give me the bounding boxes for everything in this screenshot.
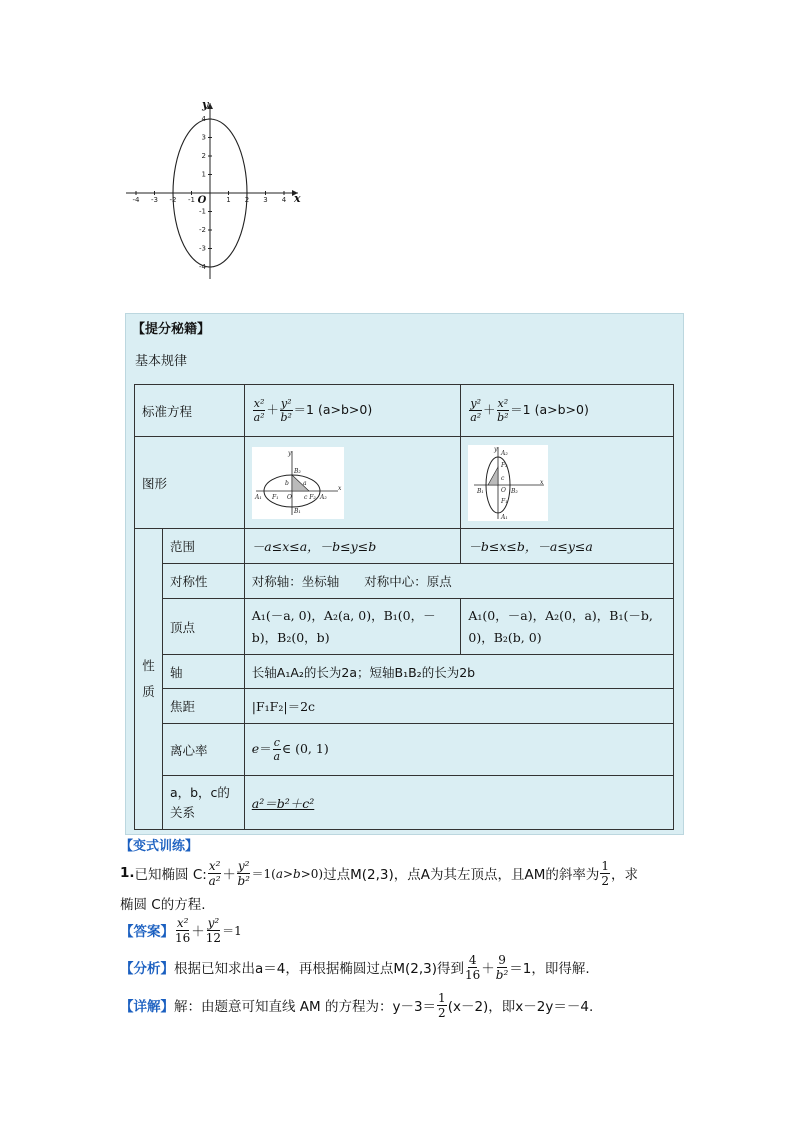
y-axis-label: y	[202, 98, 209, 111]
analysis-line: 【分析】 根据已知求出a＝4，再根据椭圆过点M(2,3)得到 $\frac{4}{16}$ ＋ $\frac{9}{\text{b²}}$ ＝1，即得解.	[120, 952, 590, 982]
eq2-rhs: ＝1 (a>b>0)	[510, 402, 589, 417]
fraction: $\frac{\text{y²}}{\text{b²}}$	[280, 397, 292, 424]
fraction: $\frac{4}{16}$	[465, 952, 481, 982]
rel-label: a，b，c的关系	[162, 776, 244, 830]
svg-text:A₁: A₁	[501, 513, 509, 521]
svg-text:y: y	[494, 445, 498, 453]
sym-label: 对称性	[162, 564, 244, 599]
fraction: $\frac{1}{2}$	[601, 858, 610, 888]
y-tick-label: 2	[201, 152, 206, 160]
question-number: 1.	[120, 865, 135, 881]
svg-text:F₂: F₂	[501, 461, 508, 469]
table-row	[135, 385, 674, 437]
analysis-text: ＝1，即得解.	[509, 961, 590, 977]
svg-text:y: y	[287, 449, 292, 457]
eq1-rhs: ＝1 (a>b>0)	[293, 402, 373, 417]
fig-label: 图形	[135, 437, 245, 529]
y-tick-label: 3	[201, 133, 206, 142]
table-row	[135, 655, 674, 689]
answer-tag: 【答案】	[120, 924, 174, 940]
fraction: $\frac{\text{x²}}{\text{b²}}$	[497, 397, 509, 424]
y-tick-label: -1	[199, 207, 206, 216]
svg-text:c: c	[501, 474, 505, 482]
y-tick-label: -3	[199, 244, 206, 253]
fig2-cell	[461, 437, 674, 529]
question-line-2: 椭圆 C的方程.	[120, 897, 206, 913]
vertex-label: 顶点	[162, 599, 244, 655]
y-tick-label: 4	[201, 115, 206, 123]
range2: －b≤x≤b，－a≤y≤a	[461, 529, 674, 564]
eq-label: 标准方程	[135, 385, 245, 437]
detail-tag: 【详解】	[120, 999, 174, 1015]
x-tick-label: 4	[281, 196, 287, 204]
svg-text:x: x	[337, 484, 342, 492]
focal: |F₁F₂|＝2c	[244, 689, 673, 724]
y-tick-label: -4	[199, 263, 206, 271]
svg-text:B₁: B₁	[477, 487, 485, 495]
svg-text:x: x	[540, 478, 544, 486]
table-row	[135, 776, 674, 830]
focal-label: 焦距	[162, 689, 244, 724]
fraction: $\frac{\text{x²}}{\text{a²}}$	[253, 397, 265, 424]
x-tick-label: -3	[151, 196, 158, 204]
table-row	[135, 564, 674, 599]
table-row	[135, 437, 674, 529]
svg-text:B₂: B₂	[293, 467, 301, 475]
analysis-tag: 【分析】	[120, 961, 174, 977]
x-tick-label: 2	[244, 196, 250, 204]
svg-text:A₂: A₂	[501, 449, 509, 457]
tip-title: 【提分秘籍】	[132, 322, 211, 337]
table-row	[135, 529, 674, 564]
prop-label: 性质	[135, 529, 163, 830]
eq1-cell: $\frac{\text{x²}}{\text{a²}}$ ＋ $\frac{\text{y²}}{\text{b²}}$ ＝1 (a>b>0)	[244, 385, 461, 437]
rel: a²＝b²＋c²	[244, 776, 673, 830]
fraction: $\frac{9}{\text{b²}}$	[495, 952, 509, 982]
question-line-1: 1. 已知椭圆 C: $\frac{\text{x²}}{\text{a²}}$ ＋ $\frac{\text{y²}}{\text{b²}}$ ＝1(a>b>0) 过点M(2,3)，点A为其左顶点，且AM的斜率为 $\frac{1}{2}$ ，求	[120, 858, 639, 888]
svg-text:F₁: F₁	[501, 497, 508, 505]
x-tick-label: 1	[226, 196, 231, 204]
svg-text:A₂: A₂	[319, 493, 327, 501]
ellipse-graph	[120, 95, 310, 285]
ellipse-properties-table	[134, 384, 674, 830]
ecc-cell: e＝ $\frac{c}{a}$ ∈ (0, 1)	[244, 724, 673, 776]
y-tick-label: -2	[199, 226, 206, 234]
x-tick-label: -1	[188, 196, 195, 204]
axis-label: 轴	[162, 655, 244, 689]
horizontal-ellipse-figure	[252, 447, 344, 519]
fraction: $\frac{\text{x²}}{\text{a²}}$	[208, 858, 221, 888]
fraction: $\frac{\text{x²}}{16}$	[175, 915, 191, 945]
vertex2: A₁(0，－a)，A₂(0，a)，B₁(－b, 0)，B₂(b, 0)	[461, 599, 674, 655]
svg-text:B₂: B₂	[511, 487, 519, 495]
exercise-header: 【变式训练】	[120, 839, 199, 854]
range-label: 范围	[162, 529, 244, 564]
svg-text:c F₂: c F₂	[303, 493, 316, 501]
question-text: ，求	[611, 867, 639, 883]
analysis-text: 根据已知求出a＝4，再根据椭圆过点M(2,3)得到	[174, 961, 465, 977]
detail-line	[120, 988, 593, 1022]
x-axis-label: x	[294, 192, 301, 205]
fraction: $\frac{c}{a}$	[273, 736, 281, 763]
sym: 对称轴：坐标轴 对称中心：原点	[244, 564, 673, 599]
svg-text:A₁: A₁	[254, 493, 262, 501]
fig1-cell	[244, 437, 461, 529]
ecc-rhs: ∈ (0, 1)	[281, 741, 329, 756]
svg-text:O: O	[286, 493, 292, 501]
detail-text: 解：由题意可知直线 AM 的方程为：y－3＝	[174, 999, 437, 1015]
eq2-cell: $\frac{\text{y²}}{\text{a²}}$ ＋ $\frac{\text{x²}}{\text{b²}}$ ＝1 (a>b>0)	[461, 385, 674, 437]
y-tick-label: 1	[201, 170, 206, 179]
x-tick-label: 3	[263, 196, 268, 204]
answer-line: 【答案】 $\frac{\text{x²}}{16}$ ＋ $\frac{\text{y²}}{12}$ ＝1	[120, 915, 242, 945]
fraction: $\frac{\text{y²}}{\text{b²}}$	[237, 858, 250, 888]
origin-label: O	[197, 195, 207, 206]
table-row	[135, 599, 674, 655]
table-row	[135, 724, 674, 776]
vertex1: A₁(－a, 0)，A₂(a, 0)，B₁(0，－b)，B₂(0，b)	[244, 599, 461, 655]
svg-text:a: a	[302, 479, 307, 487]
detail-text: (x－2)，即x－2y＝－4.	[447, 999, 594, 1015]
x-tick-label: -4	[132, 196, 140, 204]
svg-text:b: b	[284, 479, 289, 487]
ecc-label: 离心率	[162, 724, 244, 776]
vertical-ellipse-figure	[468, 445, 548, 521]
fraction: $\frac{1}{2}$	[438, 990, 446, 1020]
fraction: $\frac{\text{y²}}{\text{a²}}$	[470, 397, 482, 424]
question-text: 过点M(2,3)，点A为其左顶点，且AM的斜率为	[323, 867, 600, 883]
svg-text:F₁: F₁	[271, 493, 279, 501]
question-text: 已知椭圆 C:	[134, 867, 207, 883]
x-tick-label: -2	[169, 196, 177, 204]
axis: 长轴A₁A₂的长为2a；短轴B₁B₂的长为2b	[244, 655, 673, 689]
table-row	[135, 689, 674, 724]
fraction: $\frac{\text{y²}}{12}$	[205, 915, 222, 945]
svg-text:O: O	[501, 486, 507, 494]
range1: －a≤x≤a，－b≤y≤b	[244, 529, 461, 564]
svg-text:B₁: B₁	[293, 507, 301, 515]
tip-subtitle: 基本规律	[135, 354, 188, 369]
